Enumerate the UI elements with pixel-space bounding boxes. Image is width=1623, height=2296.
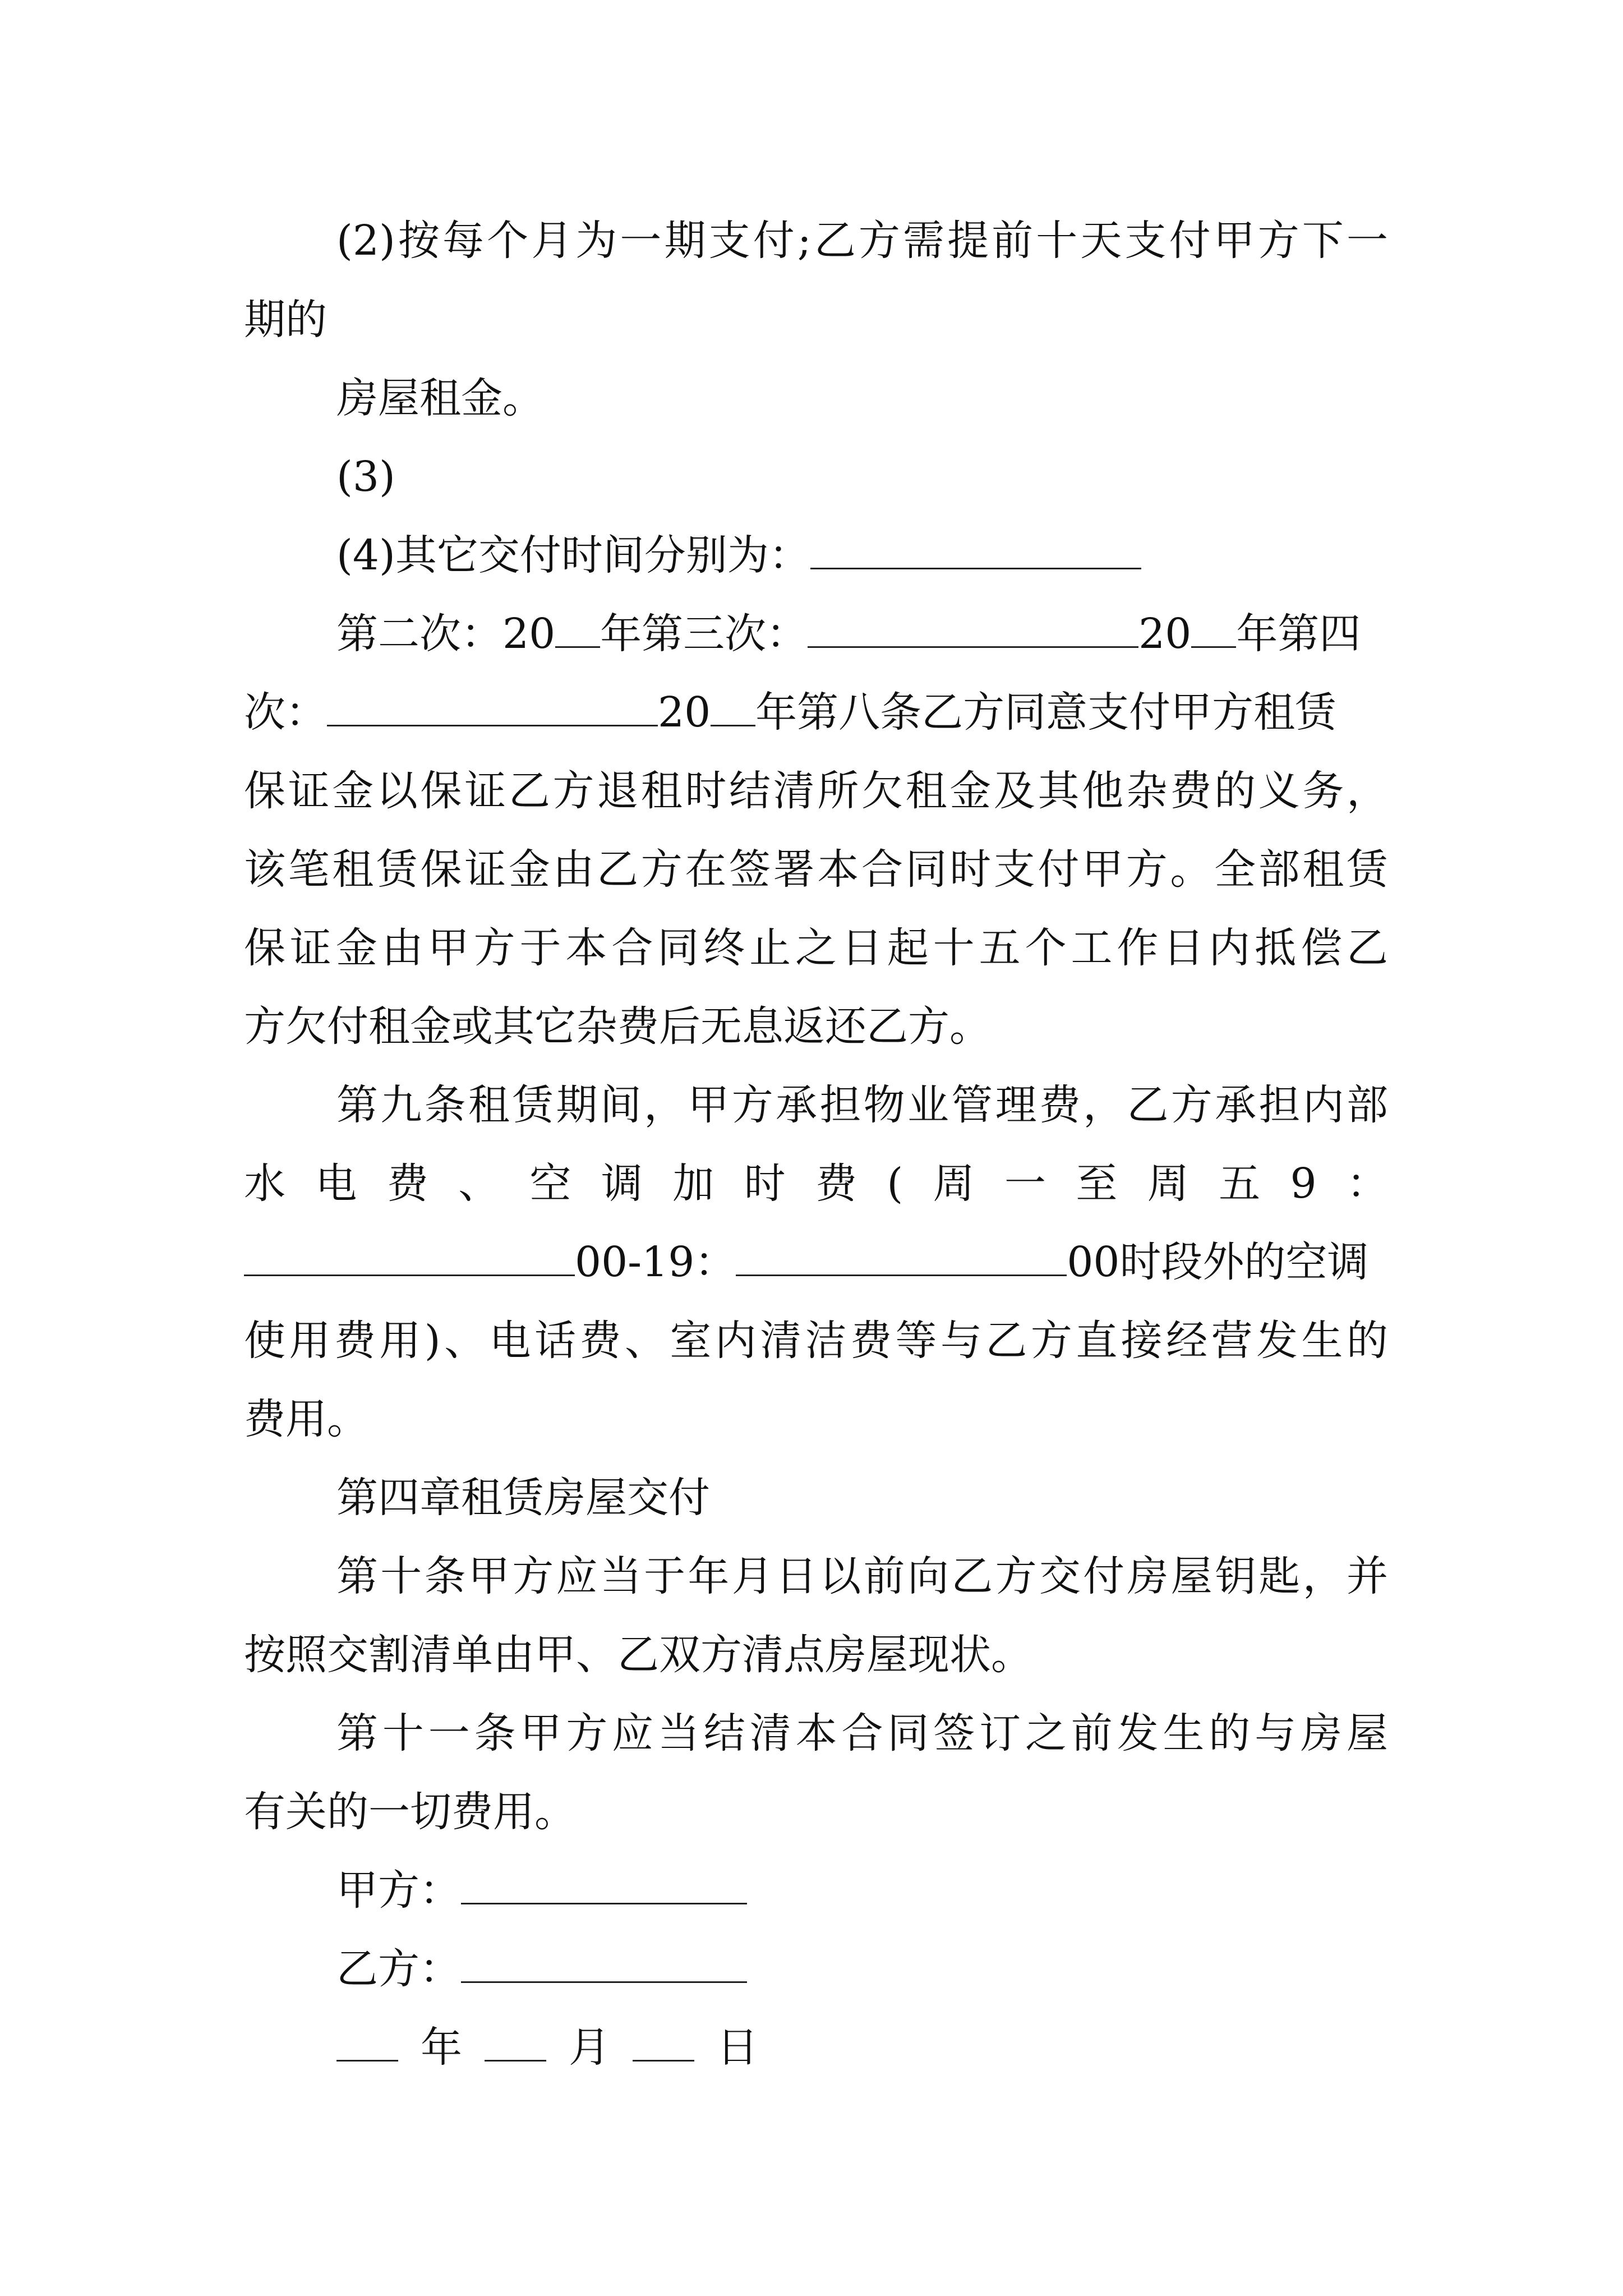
text-segment: 00时段外的空调: [1067, 1238, 1369, 1286]
fill-blank: [485, 2026, 546, 2062]
text-segment: 乙方：: [336, 1945, 461, 1993]
text-segment: 月: [569, 2023, 610, 2072]
signature-party-b: [336, 1942, 747, 1996]
date-line: [336, 2021, 758, 2074]
fill-blank: [1191, 613, 1236, 648]
fill-blank: [327, 691, 658, 726]
text-line: 使用费用)、电话费、室内清洁费等与乙方直接经营发生的: [244, 1317, 1388, 1365]
text-segment: 年第八条乙方同意支付甲方租赁: [755, 688, 1337, 737]
text-line: 方欠付租金或其它杂费后无息返还乙方。: [244, 1002, 991, 1051]
section-heading: 第四章租赁房屋交付: [336, 1474, 710, 1522]
text-line: 保证金以保证乙方退租时结清所欠租金及其他杂费的义务，: [244, 767, 1388, 815]
fill-blank: [244, 1241, 575, 1276]
text-segment: 20: [658, 688, 711, 737]
fill-blank: [461, 1948, 747, 1983]
text-line: 费用。: [244, 1395, 368, 1443]
text-line: [244, 685, 1336, 739]
text-line: 期的: [244, 296, 327, 344]
text-segment: 日: [717, 2023, 758, 2072]
text-line: 保证金由甲方于本合同终止之日起十五个工作日内抵偿乙: [244, 924, 1388, 972]
text-line: [336, 528, 1141, 582]
text-segment: 年第三次：: [600, 610, 808, 658]
text-line: (2)按每个月为一期支付;乙方需提前十天支付甲方下一: [336, 217, 1388, 265]
text-segment: 年: [421, 2023, 462, 2072]
fill-blank: [555, 613, 600, 648]
text-line: [336, 607, 1361, 661]
text-segment: 第二次：20: [336, 610, 556, 658]
signature-party-a: [336, 1864, 747, 1917]
text-segment: 20: [1138, 610, 1192, 658]
text-segment: 00-19：: [575, 1238, 736, 1286]
text-segment: 甲方：: [336, 1866, 461, 1915]
fill-blank: [633, 2026, 694, 2062]
text-line: (3): [336, 453, 395, 501]
fill-blank: [336, 2026, 398, 2062]
text-line: 水电费、空调加时费(周一至周五9：: [244, 1159, 1388, 1208]
text-line: 房屋租金。: [336, 374, 544, 422]
text-line: 该笔租赁保证金由乙方在签署本合同时支付甲方。全部租赁: [244, 845, 1388, 894]
fill-blank: [736, 1241, 1067, 1276]
text-line: 有关的一切费用。: [244, 1788, 576, 1836]
text-line: 第十一条甲方应当结清本合同签订之前发生的与房屋: [336, 1709, 1388, 1757]
text-segment: 次：: [244, 688, 327, 737]
fill-blank: [461, 1869, 747, 1904]
text-segment: 年第四: [1236, 610, 1361, 658]
fill-blank: [711, 691, 755, 726]
text-line: 按照交割清单由甲、乙双方清点房屋现状。: [244, 1631, 1032, 1679]
text-line: 第九条租赁期间，甲方承担物业管理费，乙方承担内部: [336, 1081, 1388, 1129]
text-segment: (4)其它交付时间分别为：: [336, 531, 810, 579]
text-line: [244, 1235, 1369, 1289]
text-line: 第十条甲方应当于年月日以前向乙方交付房屋钥匙，并: [336, 1552, 1388, 1600]
fill-blank: [810, 534, 1141, 569]
fill-blank: [808, 613, 1138, 648]
